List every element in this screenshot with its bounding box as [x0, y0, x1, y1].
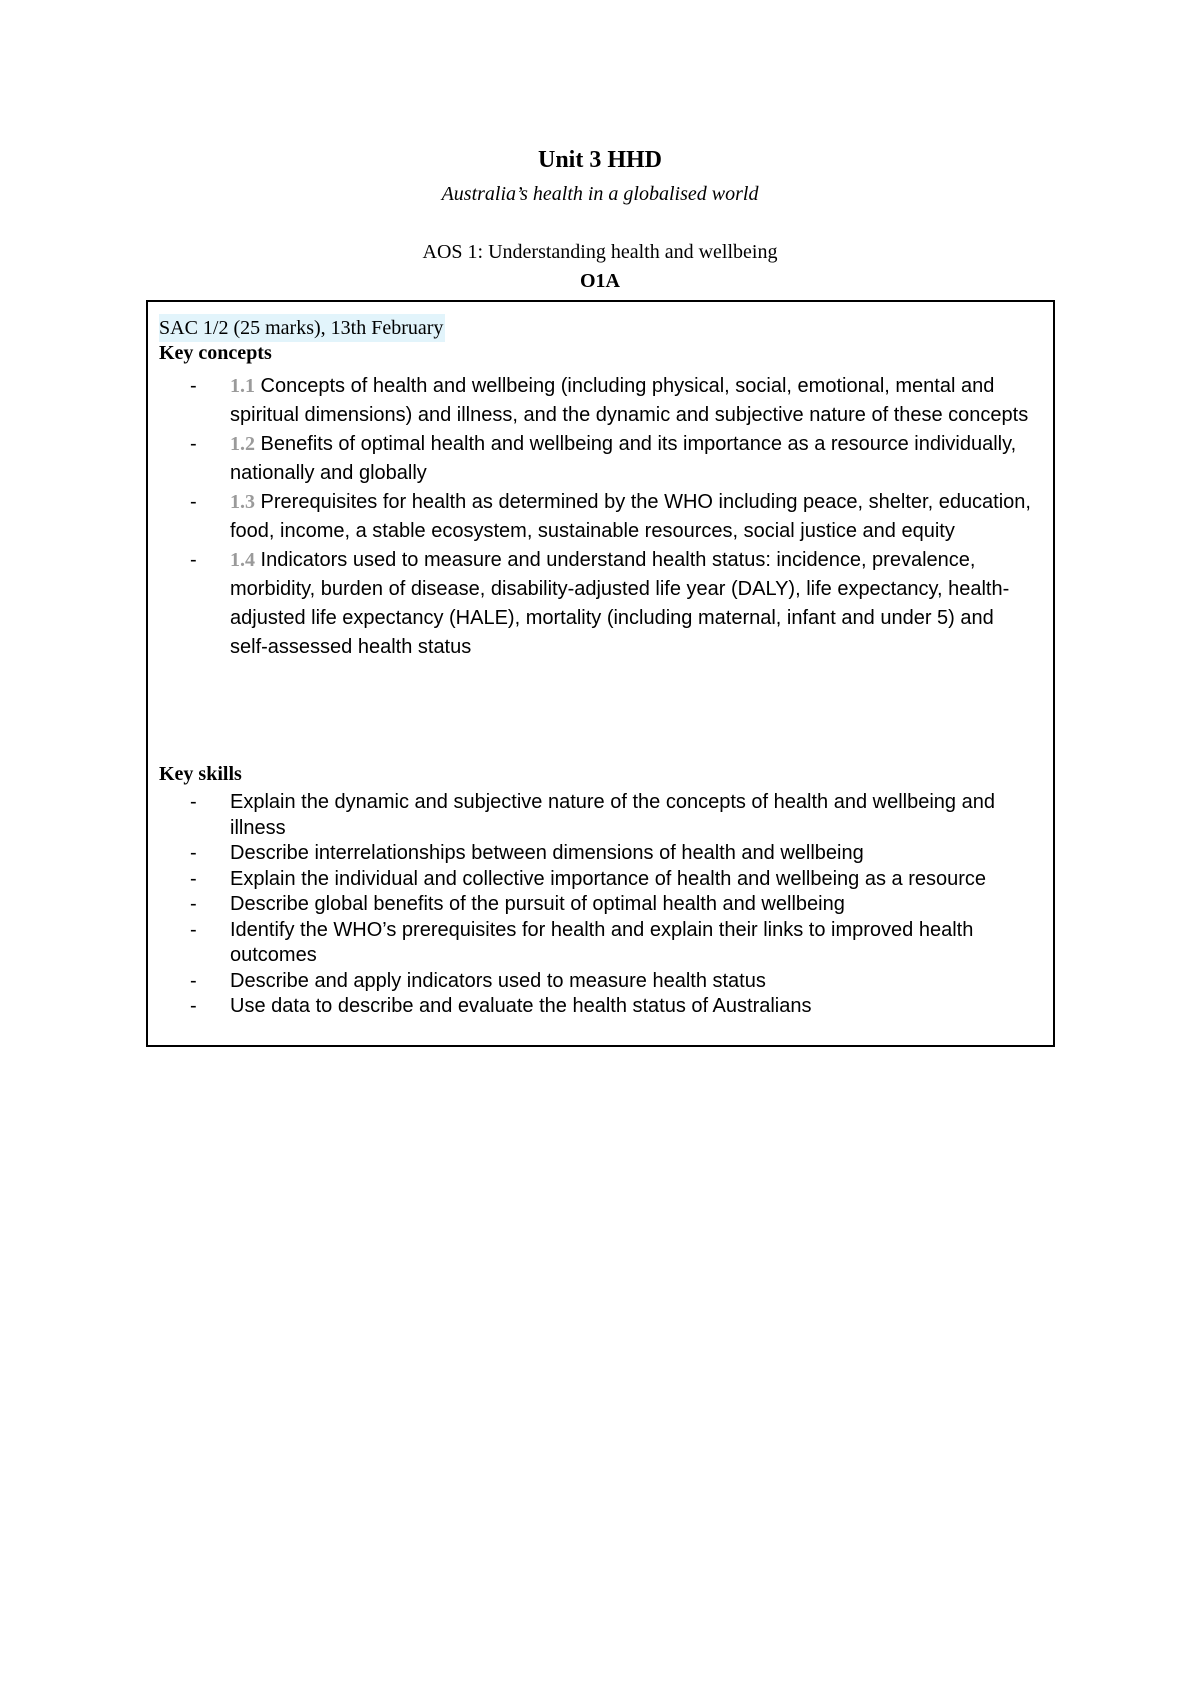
list-dash: -: [190, 995, 197, 1017]
skill-text: Use data to describe and evaluate the health status of Australians: [230, 995, 812, 1017]
key-skill-item: [148, 969, 1052, 995]
outcome-heading: O1A: [580, 270, 620, 292]
list-dash: -: [190, 893, 197, 915]
document-subtitle: Australia’s health in a globalised world: [441, 183, 759, 205]
skill-text: Describe and apply indicators used to measure health status: [230, 969, 766, 992]
key-concepts-heading: Key concepts: [159, 342, 272, 364]
key-skill-item: [148, 892, 1052, 918]
concept-number: 1.1: [230, 375, 255, 397]
sac-info: SAC 1/2 (25 marks), 13th February: [159, 314, 445, 342]
key-skill-item: [148, 867, 1052, 893]
list-dash: -: [190, 918, 197, 941]
list-dash: -: [190, 842, 197, 864]
concept-number: 1.2: [230, 433, 255, 455]
skill-text: Identify the WHO’s prerequisites for health and explain their links to improved health outcomes: [230, 918, 974, 966]
list-dash: -: [190, 549, 197, 571]
list-dash: -: [190, 433, 197, 455]
key-concept-item: [148, 430, 1052, 488]
skill-text: Describe interrelationships between dimensions of health and wellbeing: [230, 842, 864, 864]
skill-text: Describe global benefits of the pursuit of optimal health and wellbeing: [230, 893, 845, 915]
list-dash: -: [190, 491, 197, 513]
list-dash: -: [190, 375, 197, 397]
list-dash: -: [190, 867, 197, 890]
key-skill-item: [148, 994, 1052, 1020]
key-concept-item: [148, 488, 1052, 546]
concept-number: 1.4: [230, 549, 255, 571]
concept-number: 1.3: [230, 491, 255, 513]
key-skill-item: [148, 790, 1052, 841]
skill-text: Explain the dynamic and subjective nature of the concepts of health and wellbeing and illness: [230, 791, 995, 839]
key-skill-item: [148, 918, 1052, 969]
skill-text: Explain the individual and collective importance of health and wellbeing as a resource: [230, 867, 987, 890]
content-box: [146, 300, 1055, 1047]
key-concept-item: [148, 372, 1052, 430]
key-skills-list: [148, 790, 1052, 1020]
list-dash: -: [190, 969, 197, 992]
key-skill-item: [148, 841, 1052, 867]
key-skills-heading: Key skills: [159, 763, 242, 785]
list-dash: -: [190, 791, 197, 813]
key-concepts-list: [148, 372, 1052, 662]
area-of-study-heading: AOS 1: Understanding health and wellbeing: [422, 241, 778, 263]
concept-text: Indicators used to measure and understand health status: incidence, prevalence, morbidity, burden of disease, disability-adjusted life year (DALY), life expectancy, health-adjusted life expectancy (HALE), mortality (including maternal, infant and under 5) and self-assessed health status: [230, 549, 1010, 658]
key-concept-item: [148, 546, 1052, 662]
document-title: Unit 3 HHD: [537, 147, 662, 173]
concept-text: Benefits of optimal health and wellbeing and its importance as a resource individually, nationally and globally: [230, 433, 1017, 484]
concept-text: Prerequisites for health as determined by the WHO including peace, shelter, education, food, income, a stable ecosystem, sustainable resources, social justice and equity: [230, 491, 1031, 542]
concept-text: Concepts of health and wellbeing (including physical, social, emotional, mental and spiritual dimensions) and illness, and the dynamic and subjective nature of these concepts: [230, 375, 1029, 426]
